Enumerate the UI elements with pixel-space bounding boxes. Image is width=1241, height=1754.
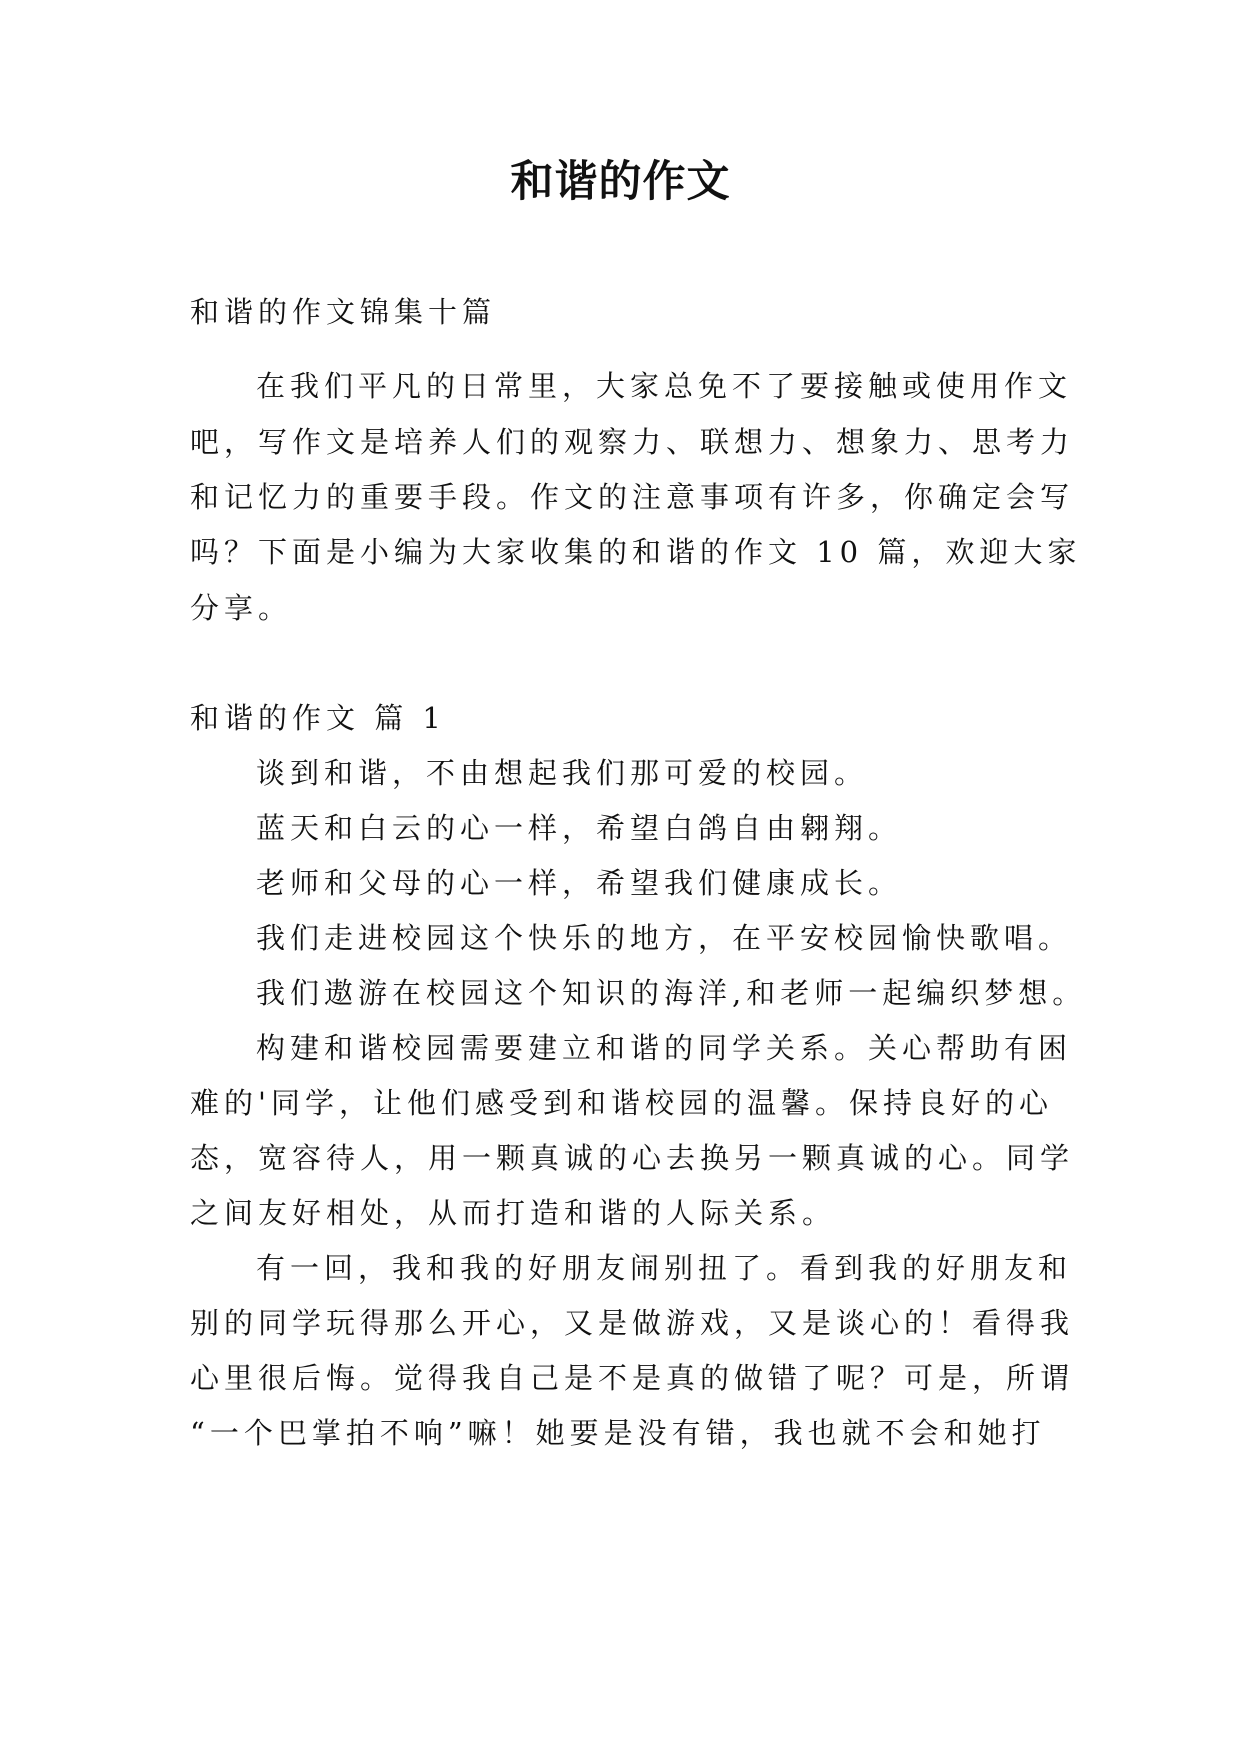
body-line: 蓝天和白云的心一样，希望白鸽自由翱翔。 [256,811,903,845]
body-line: 我们遨游在校园这个知识的海洋,和老师一起编织梦想。 [256,976,1087,1010]
body-line: 心里很后悔。觉得我自己是不是真的做错了呢？可是，所谓 [190,1361,1075,1395]
section-heading: 和谐的作文 篇 1 [190,701,446,735]
document-subtitle: 和谐的作文锦集十篇 [190,295,497,329]
body-line: 构建和谐校园需要建立和谐的同学关系。关心帮助有困 [256,1031,1073,1065]
intro-line: 和记忆力的重要手段。作文的注意事项有许多，你确定会写 [190,480,1075,514]
body-line: 有一回，我和我的好朋友闹别扭了。看到我的好朋友和 [256,1251,1073,1285]
body-line: 难的'同学，让他们感受到和谐校园的温馨。保持良好的心 [190,1086,1053,1120]
body-line: 之间友好相处，从而打造和谐的人际关系。 [190,1196,837,1230]
body-line: 别的同学玩得那么开心，又是做游戏，又是谈心的！看得我 [190,1306,1075,1340]
body-line: 态，宽容待人，用一颗真诚的心去换另一颗真诚的心。同学 [190,1141,1075,1175]
intro-line: 吧，写作文是培养人们的观察力、联想力、想象力、思考力 [190,425,1075,459]
body-line: “一个巴掌拍不响”嘛！她要是没有错，我也就不会和她打 [190,1416,1046,1450]
document-title: 和谐的作文 [510,157,731,207]
body-line: 老师和父母的心一样，希望我们健康成长。 [256,866,903,900]
intro-line: 吗？下面是小编为大家收集的和谐的作文 10 篇，欢迎大家 [190,535,1082,569]
body-line: 我们走进校园这个快乐的地方，在平安校园愉快歌唱。 [256,921,1073,955]
intro-line: 分享。 [190,591,293,625]
intro-line: 在我们平凡的日常里，大家总免不了要接触或使用作文 [256,369,1073,403]
body-line: 谈到和谐，不由想起我们那可爱的校园。 [256,756,869,790]
